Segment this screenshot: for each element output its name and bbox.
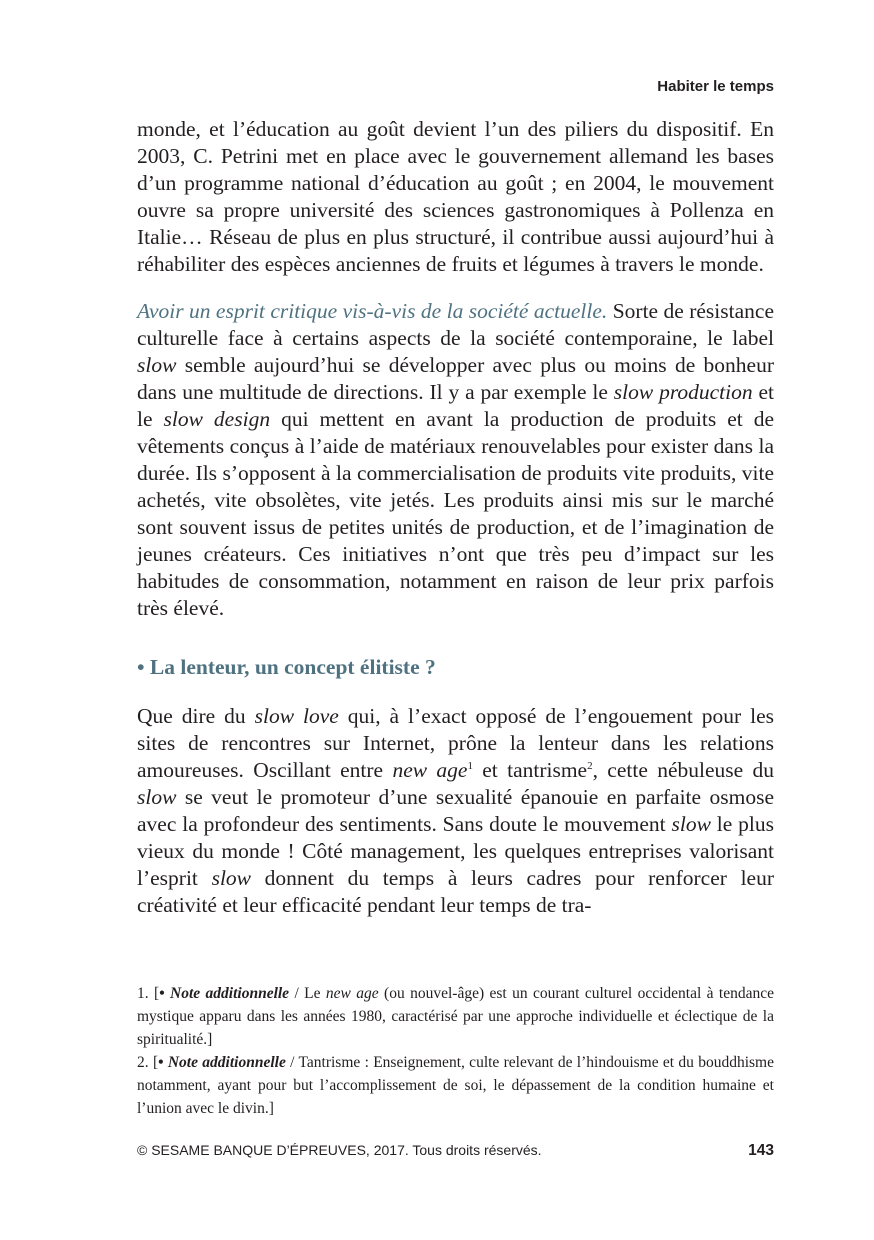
footnote-ref-1[interactable]: 1 <box>467 759 473 772</box>
text-run: et le <box>137 380 774 431</box>
footnote-1 <box>137 982 774 1051</box>
paragraph-1: monde, et l’éducation au goût devient l’un des piliers du dispositif. En 2003, C. Petrini met en place avec le gouvernement allemand les bases d’un programme national d’éducation au goût ; en 2004, le mouvement ouvre sa propre université des sciences gastronomiques à Pollenza en Italie… Réseau de plus en plus structuré, il contribue aussi aujourd’hui à réhabiliter des espèces anciennes de fruits et légumes à travers le monde. <box>137 117 774 276</box>
italic-term: slow love <box>254 704 339 728</box>
footnote-label: Note additionnelle <box>167 1054 286 1071</box>
body-text <box>137 116 774 919</box>
italic-term: new age <box>392 758 468 782</box>
running-header: Habiter le temps <box>657 78 774 95</box>
italic-term: slow <box>211 866 252 890</box>
text-run: qui, à l’exact opposé de l’engouement pour les sites de rencontres sur Internet, prône la lenteur dans les relations amoureuses. Oscillant entre <box>137 704 774 782</box>
italic-term: new age <box>325 985 379 1002</box>
footnote-number: 2. [ <box>137 1054 159 1071</box>
text-run: , cette nébuleuse du <box>592 758 774 782</box>
footnote-2 <box>137 1051 774 1120</box>
footnote-label: Note additionnelle <box>170 985 290 1002</box>
text-run: Que dire du <box>137 704 255 728</box>
text-run: / Le <box>289 985 326 1002</box>
italic-term: slow <box>137 785 177 809</box>
text-run: (ou nouvel-âge) est un courant culturel occidental à tendance mystique apparu dans les années 1980, caractérisé par une approche individuelle et éclectique de la spiritualité.] <box>137 985 775 1048</box>
copyright-notice: © SESAME BANQUE D’ÉPREUVES, 2017. Tous droits réservés. <box>137 1142 542 1158</box>
italic-term: slow <box>671 812 711 836</box>
page-footer <box>137 1142 774 1160</box>
footnote-bullet: • <box>159 985 171 1002</box>
footnote-number: 1. [ <box>137 985 160 1002</box>
paragraph-3 <box>137 703 774 919</box>
text-run: le plus vieux du monde ! Côté management, les quelques entreprises valorisant l’esprit <box>137 812 774 890</box>
paragraph-lead: Avoir un esprit critique vis-à-vis de la société actuelle. <box>137 299 608 323</box>
footnotes <box>137 982 774 1120</box>
section-heading: • La lenteur, un concept élitiste ? <box>137 655 436 679</box>
page-number: 143 <box>748 1142 774 1159</box>
text-run: se veut le promoteur d’une sexualité épanouie en parfaite osmose avec la profondeur des sentiments. Sans doute le mouvement <box>137 785 774 836</box>
text-run: semble aujourd’hui se développer avec plus ou moins de bonheur dans une multitude de directions. Il y a par exemple le <box>137 353 774 404</box>
italic-term: slow production <box>613 380 753 404</box>
text-run: / Tantrisme : Enseignement, culte relevant de l’hindouisme et du bouddhisme notamment, ayant pour but l’accomplissement de soi, le dépassement de la condition humaine et l’union avec le divin.] <box>137 1054 774 1117</box>
text-run: donnent du temps à leurs cadres pour renforcer leur créativité et leur efficacité pendant leur temps de tra- <box>137 866 774 917</box>
footnote-ref-2[interactable]: 2 <box>587 759 593 772</box>
paragraph-2 <box>137 298 774 622</box>
footnote-bullet: • <box>158 1054 168 1071</box>
italic-term: slow design <box>163 407 271 431</box>
italic-term: slow <box>137 353 177 377</box>
text-run: et tantrisme <box>472 758 588 782</box>
text-run: qui mettent en avant la production de produits et de vêtements conçus à l’aide de matériaux renouvelables pour exister dans la durée. Ils s’opposent à la commercialisation de produits vite produits, vite achetés, vite obsolètes, vite jetés. Les produits ainsi mis sur le marché sont souvent issus de petites unités de production, et de l’imagination de jeunes créateurs. Ces initiatives n’ont que très peu d’impact sur les habitudes de consommation, notamment en raison de leur prix parfois très élevé. <box>137 407 774 620</box>
text-run: Sorte de résistance culturelle face à certains aspects de la société contemporaine, le label <box>137 299 774 350</box>
